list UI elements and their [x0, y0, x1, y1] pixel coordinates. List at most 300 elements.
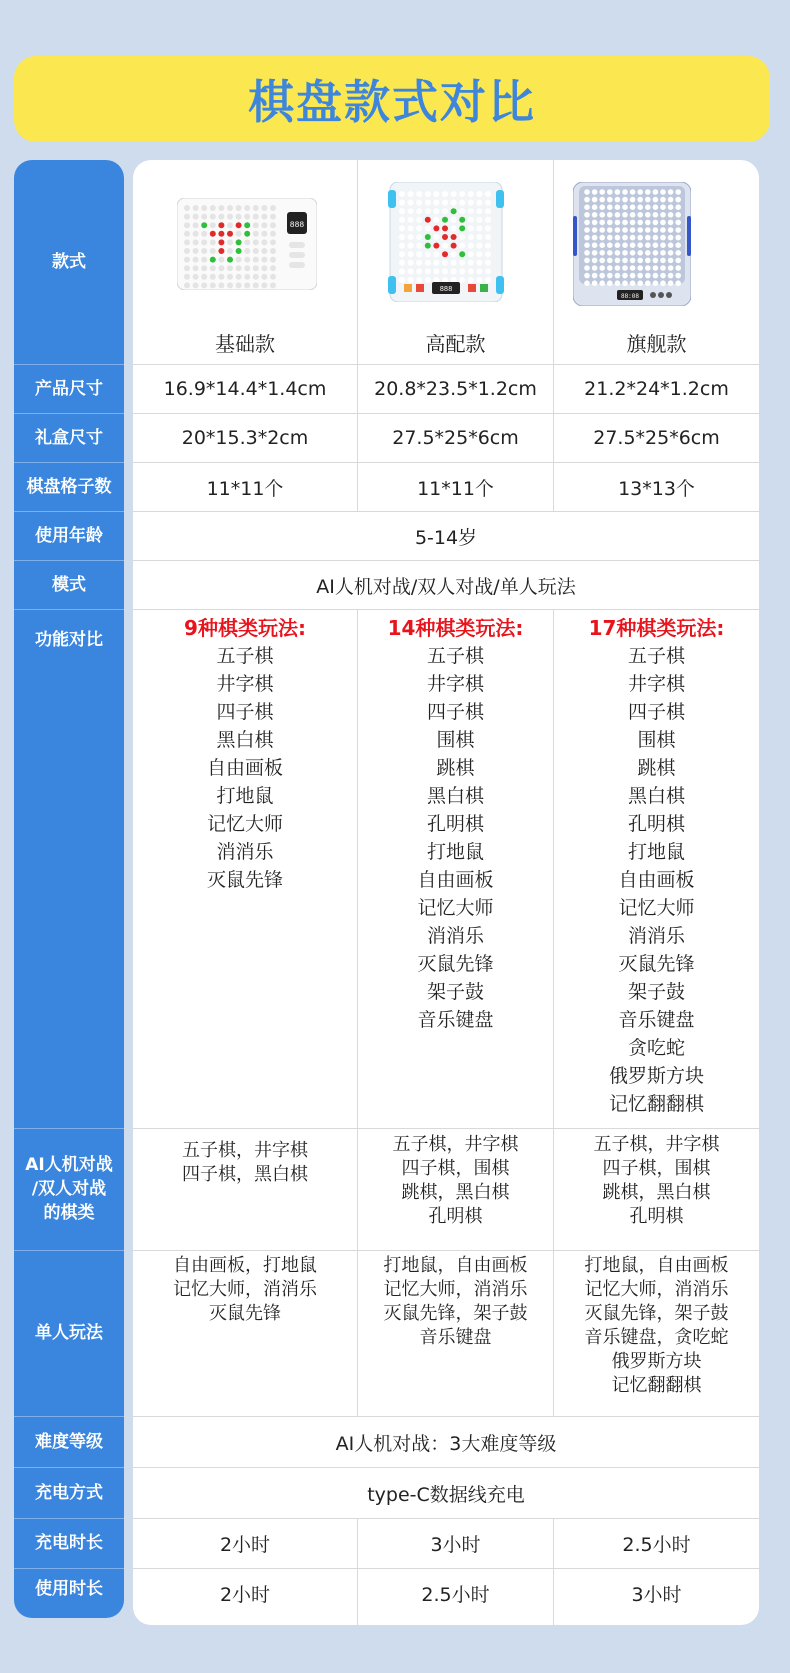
charge-time-pro: 3小时	[430, 1534, 481, 1556]
board-dot	[653, 220, 659, 226]
board-dot	[184, 274, 190, 280]
board-dot	[459, 268, 465, 274]
label-charge-time: 充电时长	[35, 1533, 103, 1553]
solo-line: 音乐键盘，贪吃蛇	[584, 1327, 729, 1348]
board-dot	[668, 265, 674, 271]
board-dot	[425, 200, 431, 206]
board-dot	[660, 273, 666, 279]
board-dot	[468, 234, 474, 240]
board-dot	[592, 280, 598, 286]
board-dot	[244, 222, 250, 228]
board-dot	[615, 212, 621, 218]
board-dot	[253, 222, 259, 228]
board-dot	[236, 257, 242, 263]
feature-heading: 17种棋类玩法:	[588, 616, 725, 640]
board-dot	[442, 260, 448, 266]
board-dot	[476, 225, 482, 231]
board-dot	[227, 248, 233, 254]
board-dot	[253, 274, 259, 280]
solo-line: 灭鼠先锋，架子鼓	[383, 1303, 528, 1324]
board-dot	[236, 274, 242, 280]
feature-item: 四子棋	[216, 701, 274, 723]
label-size: 产品尺寸	[35, 379, 103, 399]
board-dot	[451, 234, 457, 240]
board-dot	[270, 265, 276, 271]
board-dot	[442, 200, 448, 206]
board-dot	[615, 227, 621, 233]
board-dot	[201, 239, 207, 245]
board-dot	[653, 280, 659, 286]
board-dot	[599, 273, 605, 279]
board-dot	[592, 189, 598, 195]
board-dot	[607, 273, 613, 279]
board-dot	[476, 191, 482, 197]
board-dot	[433, 208, 439, 214]
board-dot	[637, 235, 643, 241]
board-dot	[653, 189, 659, 195]
board-dot	[253, 214, 259, 220]
ai-games-line: 孔明棋	[428, 1206, 483, 1227]
board-dot	[408, 268, 414, 274]
board-dot	[408, 191, 414, 197]
board-dot	[668, 250, 674, 256]
board-dot	[468, 277, 474, 283]
board-dot	[425, 260, 431, 266]
board-dot	[227, 222, 233, 228]
board-dot	[660, 197, 666, 203]
board-dot	[660, 280, 666, 286]
board-dot	[660, 250, 666, 256]
board-dot	[459, 251, 465, 257]
use-time-flagship: 3小时	[631, 1583, 682, 1606]
board-dot	[637, 212, 643, 218]
board-dot	[592, 197, 598, 203]
board-dot	[675, 227, 681, 233]
board-dot	[408, 200, 414, 206]
board-dot	[433, 225, 439, 231]
board-dot	[244, 265, 250, 271]
board-dot	[270, 222, 276, 228]
feature-item: 灭鼠先锋	[618, 953, 695, 975]
board-dot	[408, 225, 414, 231]
charge-time-flagship: 2.5小时	[622, 1534, 691, 1556]
board-dot	[607, 204, 613, 210]
board-dot	[599, 227, 605, 233]
board-dot	[645, 212, 651, 218]
board-dot	[675, 280, 681, 286]
board-dot	[442, 225, 448, 231]
board-dot	[599, 250, 605, 256]
board-dot	[236, 265, 242, 271]
board-dot	[244, 248, 250, 254]
board-dot	[399, 268, 405, 274]
board-dot	[607, 258, 613, 264]
comparison-table	[133, 160, 759, 1625]
board-dot	[637, 242, 643, 248]
solo-line: 灭鼠先锋，架子鼓	[584, 1303, 729, 1324]
board-dot	[416, 277, 422, 283]
box-basic: 20*15.3*2cm	[181, 427, 309, 449]
feature-item: 记忆大师	[206, 813, 283, 835]
board-dot	[485, 191, 491, 197]
board-dot	[468, 225, 474, 231]
board-dot	[630, 212, 636, 218]
board-dot	[622, 242, 628, 248]
board-dot	[416, 208, 422, 214]
board-dot	[668, 212, 674, 218]
board-dot	[201, 231, 207, 237]
feature-item: 围棋	[436, 729, 475, 751]
board-dot	[645, 197, 651, 203]
board-dot	[599, 280, 605, 286]
board-dot	[184, 205, 190, 211]
board-dot	[227, 282, 233, 288]
board-dot	[637, 250, 643, 256]
board-dot	[637, 197, 643, 203]
board-dot	[442, 243, 448, 249]
board-dot	[399, 225, 405, 231]
board-dot	[399, 200, 405, 206]
board-dot	[270, 257, 276, 263]
board-dot	[653, 258, 659, 264]
board-dot	[451, 268, 457, 274]
board-dot	[399, 208, 405, 214]
board-dot	[476, 200, 482, 206]
board-dot	[201, 282, 207, 288]
solo-line: 记忆大师，消消乐	[383, 1279, 528, 1300]
board-dot	[261, 214, 267, 220]
board-dot	[645, 204, 651, 210]
board-dot	[261, 274, 267, 280]
board-dot	[459, 217, 465, 223]
board-dot	[607, 189, 613, 195]
board-dot	[584, 212, 590, 218]
feature-item: 架子鼓	[426, 981, 484, 1003]
board-dot	[210, 265, 216, 271]
board-dot	[442, 251, 448, 257]
board-dot	[675, 235, 681, 241]
board-dot	[468, 260, 474, 266]
board-dot	[599, 242, 605, 248]
board-dot	[615, 273, 621, 279]
board-dot	[270, 231, 276, 237]
board-dot	[227, 205, 233, 211]
label-difficulty: 难度等级	[35, 1432, 103, 1452]
feature-heading: 14种棋类玩法:	[387, 616, 524, 640]
board-dot	[675, 204, 681, 210]
board-dot	[660, 258, 666, 264]
board-dot	[433, 191, 439, 197]
board-dot	[584, 197, 590, 203]
board-dot	[270, 205, 276, 211]
board-dot	[630, 189, 636, 195]
board-dot	[653, 197, 659, 203]
board-dot	[675, 250, 681, 256]
feature-item: 孔明棋	[627, 813, 685, 835]
feature-item: 跳棋	[637, 757, 676, 779]
board-dot	[433, 268, 439, 274]
board-dot	[210, 274, 216, 280]
board-dot	[660, 220, 666, 226]
board-dot	[607, 280, 613, 286]
feature-item: 五子棋	[627, 645, 685, 667]
board-dot	[668, 280, 674, 286]
use-time-pro: 2.5小时	[421, 1583, 490, 1606]
ai-games-line: 跳棋，黑白棋	[401, 1182, 510, 1203]
board-dot	[201, 205, 207, 211]
board-dot	[622, 212, 628, 218]
mode-value: AI人机对战/双人对战/单人玩法	[316, 575, 576, 598]
ai-games-line: 跳棋，黑白棋	[602, 1182, 711, 1203]
board-dot	[645, 258, 651, 264]
board-dot	[645, 250, 651, 256]
board-dot	[236, 231, 242, 237]
board-dot	[476, 268, 482, 274]
board-dot	[660, 212, 666, 218]
ai-games-line: 四子棋，围棋	[401, 1158, 510, 1179]
board-dot	[584, 189, 590, 195]
board-dot	[630, 242, 636, 248]
feature-item: 打地鼠	[627, 841, 685, 863]
board-dot	[433, 200, 439, 206]
board-dot	[270, 274, 276, 280]
board-dot	[210, 248, 216, 254]
board-dot	[622, 197, 628, 203]
board-dot	[660, 227, 666, 233]
board-dot	[607, 227, 613, 233]
board-dot	[599, 265, 605, 271]
board-dot	[218, 239, 224, 245]
feature-item: 记忆翻翻棋	[608, 1093, 704, 1115]
board-dot	[459, 225, 465, 231]
board-dot	[622, 250, 628, 256]
board-dot	[476, 243, 482, 249]
board-dot	[675, 258, 681, 264]
label-box: 礼盒尺寸	[35, 428, 103, 448]
board-dot	[660, 235, 666, 241]
board-dot	[442, 208, 448, 214]
board-dot	[630, 235, 636, 241]
board-dot	[645, 242, 651, 248]
board-dot	[425, 217, 431, 223]
board-dot	[485, 260, 491, 266]
board-dot	[442, 191, 448, 197]
feature-item: 围棋	[637, 729, 676, 751]
board-dot	[193, 265, 199, 271]
board-dot	[261, 239, 267, 245]
use-time-basic: 2小时	[219, 1583, 271, 1606]
board-dot	[416, 200, 422, 206]
label-charge: 充电方式	[35, 1483, 103, 1503]
board-dot	[451, 208, 457, 214]
board-dot	[668, 258, 674, 264]
board-dot	[193, 282, 199, 288]
board-dot	[408, 208, 414, 214]
board-dot	[408, 243, 414, 249]
board-dot	[476, 234, 482, 240]
board-dot	[416, 191, 422, 197]
board-dot	[244, 274, 250, 280]
board-dot	[244, 205, 250, 211]
ai-games-line: 五子棋，井字棋	[392, 1134, 519, 1155]
board-dot	[253, 257, 259, 263]
board-dot	[622, 280, 628, 286]
board-dot	[261, 205, 267, 211]
board-dot	[630, 273, 636, 279]
feature-item: 自由画板	[618, 869, 695, 891]
board-dot	[476, 217, 482, 223]
board-dot	[218, 274, 224, 280]
board-dot	[668, 220, 674, 226]
board-dot	[227, 274, 233, 280]
board-dot	[236, 282, 242, 288]
board-dot	[653, 250, 659, 256]
box-pro: 27.5*25*6cm	[392, 427, 519, 449]
feature-item: 五子棋	[426, 645, 484, 667]
solo-line: 灭鼠先锋	[209, 1303, 281, 1324]
feature-item: 消消乐	[216, 841, 274, 863]
board-dot	[193, 257, 199, 263]
board-dot	[485, 208, 491, 214]
board-dot	[607, 220, 613, 226]
board-dot	[399, 234, 405, 240]
board-dot	[416, 234, 422, 240]
board-dot	[675, 212, 681, 218]
board-dot	[193, 274, 199, 280]
label-solo: 单人玩法	[35, 1323, 103, 1343]
product-name-pro: 高配款	[425, 332, 486, 356]
board-dot	[253, 282, 259, 288]
board-dot	[485, 225, 491, 231]
feature-item: 五子棋	[216, 645, 274, 667]
board-dot	[653, 242, 659, 248]
board-dot	[630, 197, 636, 203]
board-dot	[459, 234, 465, 240]
grid-basic: 11*11个	[206, 477, 284, 500]
board-dot	[622, 273, 628, 279]
board-dot	[201, 222, 207, 228]
board-dot	[615, 258, 621, 264]
product-name-flagship: 旗舰款	[626, 332, 687, 356]
board-dot	[584, 265, 590, 271]
board-dot	[592, 242, 598, 248]
feature-item: 孔明棋	[426, 813, 484, 835]
label-age: 使用年龄	[35, 526, 103, 546]
board-dot	[584, 242, 590, 248]
board-dot	[599, 212, 605, 218]
age-value: 5-14岁	[414, 526, 478, 549]
board-dot	[218, 265, 224, 271]
board-dot	[201, 214, 207, 220]
feature-item: 打地鼠	[426, 841, 484, 863]
charge-time-basic: 2小时	[219, 1534, 271, 1556]
feature-item: 井字棋	[216, 673, 274, 695]
board-dot	[227, 257, 233, 263]
board-dot	[485, 277, 491, 283]
board-dot	[451, 200, 457, 206]
board-dot	[218, 282, 224, 288]
board-dot	[615, 265, 621, 271]
board-dot	[668, 189, 674, 195]
board-dot	[637, 258, 643, 264]
board-dot	[459, 208, 465, 214]
board-dot	[468, 251, 474, 257]
board-dot	[210, 239, 216, 245]
board-dot	[584, 227, 590, 233]
solo-line: 自由画板，打地鼠	[173, 1255, 317, 1276]
board-dot	[584, 280, 590, 286]
board-dot	[210, 222, 216, 228]
board-dot	[615, 280, 621, 286]
difficulty-value: AI人机对战：3大难度等级	[335, 1432, 557, 1455]
label-use-time: 使用时长	[35, 1579, 103, 1599]
board-dot	[261, 222, 267, 228]
board-dot	[193, 214, 199, 220]
page-title: 棋盘款式对比	[248, 75, 536, 129]
board-dot	[584, 258, 590, 264]
board-dot	[599, 197, 605, 203]
board-dot	[476, 260, 482, 266]
product-image-pro	[388, 182, 504, 306]
board-dot	[451, 260, 457, 266]
board-dot	[442, 234, 448, 240]
board-dot	[485, 217, 491, 223]
board-dot	[459, 200, 465, 206]
board-dot	[425, 268, 431, 274]
size-pro: 20.8*23.5*1.2cm	[374, 378, 537, 400]
board-dot	[451, 251, 457, 257]
board-dot	[599, 189, 605, 195]
board-dot	[227, 214, 233, 220]
board-dot	[416, 268, 422, 274]
board-dot	[433, 234, 439, 240]
solo-line: 打地鼠，自由画板	[383, 1255, 528, 1276]
board-dot	[184, 257, 190, 263]
feature-item: 消消乐	[426, 925, 484, 947]
row-label-column	[14, 160, 124, 1618]
board-dot	[253, 248, 259, 254]
board-dot	[270, 282, 276, 288]
board-dot	[210, 214, 216, 220]
board-dot	[184, 222, 190, 228]
board-dot	[433, 260, 439, 266]
board-dot	[270, 248, 276, 254]
board-dot	[645, 189, 651, 195]
board-dot	[675, 242, 681, 248]
product-name-basic: 基础款	[215, 332, 275, 356]
board-dot	[584, 204, 590, 210]
board-dot	[645, 227, 651, 233]
feature-item: 黑白棋	[627, 785, 685, 807]
solo-line: 音乐键盘	[419, 1327, 492, 1348]
board-dot	[408, 251, 414, 257]
feature-item: 四子棋	[627, 701, 685, 723]
board-dot	[451, 225, 457, 231]
board-dot	[675, 273, 681, 279]
board-dot	[433, 243, 439, 249]
board-dot	[637, 280, 643, 286]
solo-line: 记忆大师，消消乐	[584, 1279, 729, 1300]
ai-games-line: 四子棋，黑白棋	[182, 1164, 308, 1185]
board-dot	[660, 242, 666, 248]
board-dot	[416, 225, 422, 231]
solo-basic	[133, 1254, 357, 1414]
board-dot	[592, 204, 598, 210]
board-dot	[660, 204, 666, 210]
solo-line: 打地鼠，自由画板	[584, 1255, 729, 1276]
feature-item: 井字棋	[627, 673, 685, 695]
board-dot	[253, 231, 259, 237]
